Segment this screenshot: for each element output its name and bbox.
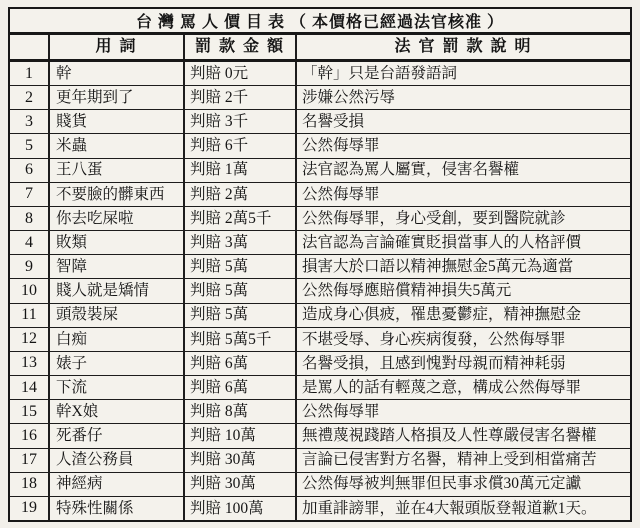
column-header-explanation: 法 官 罰 款 說 明 [394, 38, 533, 55]
row-index: 6 [10, 159, 50, 182]
table-row [10, 376, 630, 400]
table-title: 台 灣 罵 人 價 目 表 （ 本價格已經過法官核准 ） [10, 9, 630, 35]
term-cell: 賤貨 [50, 110, 185, 133]
explanation-cell: 涉嫌公然污辱 [302, 88, 396, 106]
amount-cell: 判賠 3千 [185, 110, 297, 133]
row-index: 8 [10, 207, 50, 230]
row-index: 10 [10, 279, 50, 302]
amount-cell: 判賠 2萬5千 [185, 207, 297, 230]
table-header-row [10, 35, 630, 62]
term-cell: 人渣公務員 [50, 449, 185, 472]
term-cell: 頭殼裝屎 [50, 304, 185, 327]
explanation-cell: 言論已侵害對方名譽，精神上受到相當痛苦 [302, 451, 597, 469]
explanation-cell: 損害大於口語以精神撫慰金5萬元為適當 [302, 258, 574, 276]
amount-cell: 判賠 5萬 [185, 304, 297, 327]
row-index: 2 [10, 86, 50, 109]
term-cell: 你去吃屎啦 [50, 207, 185, 230]
row-index: 3 [10, 110, 50, 133]
row-index: 9 [10, 255, 50, 278]
row-index: 5 [10, 134, 50, 157]
term-cell: 幹X娘 [50, 400, 185, 423]
explanation-cell: 公然侮辱應賠償精神損失5萬元 [302, 282, 512, 300]
row-index: 17 [10, 449, 50, 472]
amount-cell: 判賠 30萬 [185, 473, 297, 496]
explanation-cell: 「幹」只是台語發語詞 [302, 64, 458, 82]
term-cell: 特殊性關係 [50, 497, 185, 520]
price-table [8, 7, 632, 522]
amount-cell: 判賠 100萬 [185, 497, 297, 520]
table-body [10, 62, 630, 520]
table-row [10, 352, 630, 376]
row-index: 1 [10, 62, 50, 85]
term-cell: 婊子 [50, 352, 185, 375]
explanation-cell: 公然侮辱罪 [302, 137, 380, 155]
table-row [10, 304, 630, 328]
row-index: 18 [10, 473, 50, 496]
table-row [10, 159, 630, 183]
table-row [10, 328, 630, 352]
table-row [10, 473, 630, 497]
term-cell: 下流 [50, 376, 185, 399]
explanation-cell: 公然侮辱罪，身心受創，要到醫院就診 [302, 209, 566, 227]
amount-cell: 判賠 0元 [185, 62, 297, 85]
explanation-cell: 法官認為罵人屬實，侵害名譽權 [302, 161, 520, 179]
term-cell: 更年期到了 [50, 86, 185, 109]
term-cell: 王八蛋 [50, 159, 185, 182]
row-index: 11 [10, 304, 50, 327]
explanation-cell: 加重誹謗罪，並在4大報頭版登報道歉1天。 [302, 499, 597, 517]
explanation-cell: 造成身心俱疲，罹患憂鬱症，精神撫慰金 [302, 306, 582, 324]
column-header-index [10, 35, 50, 59]
table-row [10, 497, 630, 520]
term-cell: 智障 [50, 255, 185, 278]
row-index: 13 [10, 352, 50, 375]
term-cell: 賤人就是矯情 [50, 279, 185, 302]
row-index: 15 [10, 400, 50, 423]
column-header-term: 用 詞 [50, 35, 185, 59]
amount-cell: 判賠 5萬 [185, 279, 297, 302]
amount-cell: 判賠 6千 [185, 134, 297, 157]
table-row [10, 110, 630, 134]
table-row [10, 279, 630, 303]
table-row [10, 62, 630, 86]
explanation-cell: 不堪受辱、身心疾病復發，公然侮辱罪 [302, 330, 566, 348]
explanation-cell: 名譽受損，且感到愧對母親而精神耗弱 [302, 354, 566, 372]
amount-cell: 判賠 8萬 [185, 400, 297, 423]
explanation-cell: 法官認為言論確實貶損當事人的人格評價 [302, 233, 582, 251]
amount-cell: 判賠 5萬 [185, 255, 297, 278]
term-cell: 白痴 [50, 328, 185, 351]
table-row [10, 183, 630, 207]
term-cell: 神經病 [50, 473, 185, 496]
table-row [10, 400, 630, 424]
explanation-cell: 名譽受損 [302, 113, 365, 131]
term-cell: 米蟲 [50, 134, 185, 157]
row-index: 19 [10, 497, 50, 520]
row-index: 12 [10, 328, 50, 351]
explanation-cell: 公然侮辱被判無罪但民事求償30萬元定讞 [302, 475, 582, 493]
amount-cell: 判賠 2萬 [185, 183, 297, 206]
amount-cell: 判賠 10萬 [185, 424, 297, 447]
explanation-cell: 公然侮辱罪 [302, 403, 380, 421]
table-row [10, 207, 630, 231]
column-header-amount: 罰 款 金 額 [185, 35, 297, 59]
table-row [10, 86, 630, 110]
amount-cell: 判賠 6萬 [185, 352, 297, 375]
explanation-cell: 是罵人的話有輕蔑之意，構成公然侮辱罪 [302, 378, 582, 396]
row-index: 14 [10, 376, 50, 399]
amount-cell: 判賠 30萬 [185, 449, 297, 472]
amount-cell: 判賠 1萬 [185, 159, 297, 182]
amount-cell: 判賠 5萬5千 [185, 328, 297, 351]
row-index: 4 [10, 231, 50, 254]
term-cell: 不要臉的髒東西 [50, 183, 185, 206]
table-row [10, 134, 630, 158]
table-row [10, 449, 630, 473]
term-cell: 死番仔 [50, 424, 185, 447]
explanation-cell: 公然侮辱罪 [302, 185, 380, 203]
table-row [10, 255, 630, 279]
amount-cell: 判賠 6萬 [185, 376, 297, 399]
amount-cell: 判賠 2千 [185, 86, 297, 109]
table-row [10, 424, 630, 448]
row-index: 7 [10, 183, 50, 206]
term-cell: 敗類 [50, 231, 185, 254]
explanation-cell: 無禮蔑視踐踏人格損及人性尊嚴侵害名譽權 [302, 427, 597, 445]
row-index: 16 [10, 424, 50, 447]
table-row [10, 231, 630, 255]
amount-cell: 判賠 3萬 [185, 231, 297, 254]
term-cell: 幹 [50, 62, 185, 85]
